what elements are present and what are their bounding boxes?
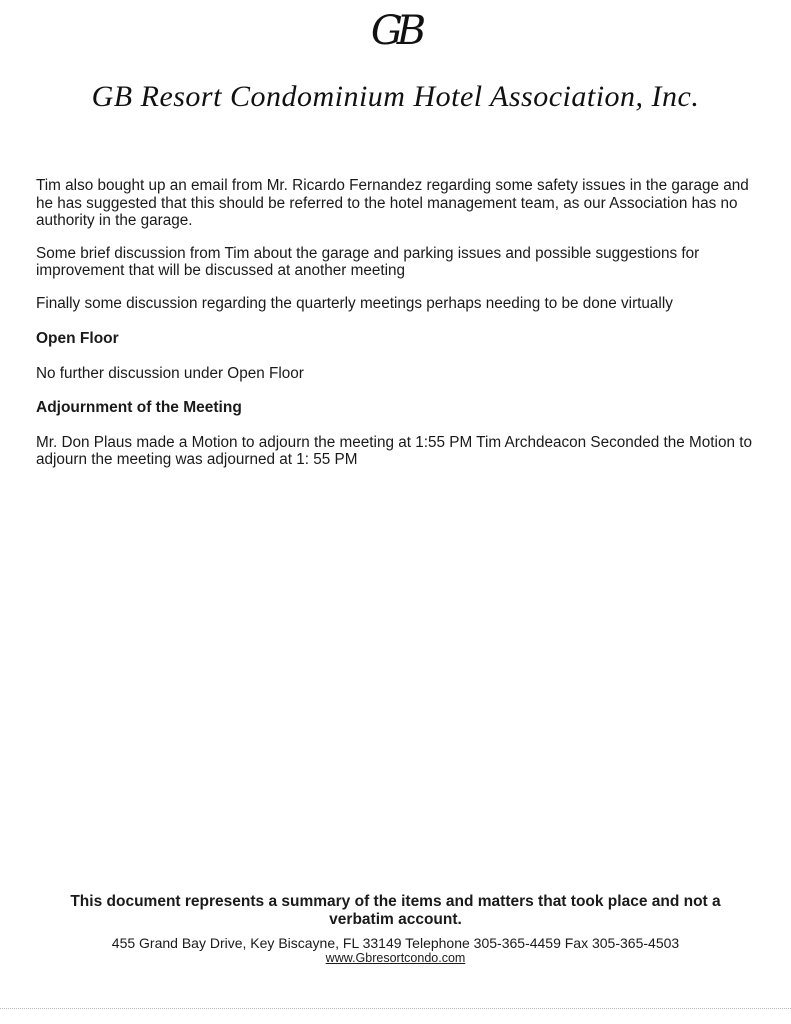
logo-monogram: GB <box>370 8 421 54</box>
open-floor-text: No further discussion under Open Floor <box>36 364 304 382</box>
paragraph-email: Tim also bought up an email from Mr. Ricardo Fernandez regarding some safety issues in the garage and he has suggested that this should be referred to the hotel management team, as our Association has no authority in the garage. <box>36 177 749 229</box>
paragraph-garage: Some brief discussion from Tim about the garage and parking issues and possible suggestions for improvement that will be discussed at another meeting <box>36 244 700 279</box>
adjournment-heading: Adjournment of the Meeting <box>36 399 242 416</box>
adjournment-text: Mr. Don Plaus made a Motion to adjourn the meeting at 1:55 PM Tim Archdeacon Seconded the Motion to adjourn the meeting was adjourned at 1: 55 PM <box>36 433 752 468</box>
website-link[interactable]: www.Gbresortcondo.com <box>325 951 466 965</box>
organization-name: GB Resort Condominium Hotel Association, Inc. <box>91 80 700 113</box>
disclaimer: This document represents a summary of the items and matters that took place and not a verbatim account. <box>70 893 721 928</box>
paragraph-virtual: Finally some discussion regarding the quarterly meetings perhaps needing to be done virtually <box>36 294 673 312</box>
address-line: 455 Grand Bay Drive, Key Biscayne, FL 33149 Telephone 305-365-4459 Fax 305-365-4503 <box>111 935 680 951</box>
footer <box>0 893 791 966</box>
open-floor-heading: Open Floor <box>36 330 119 347</box>
page-bottom-divider <box>0 1008 791 1009</box>
minutes-body <box>36 177 756 469</box>
